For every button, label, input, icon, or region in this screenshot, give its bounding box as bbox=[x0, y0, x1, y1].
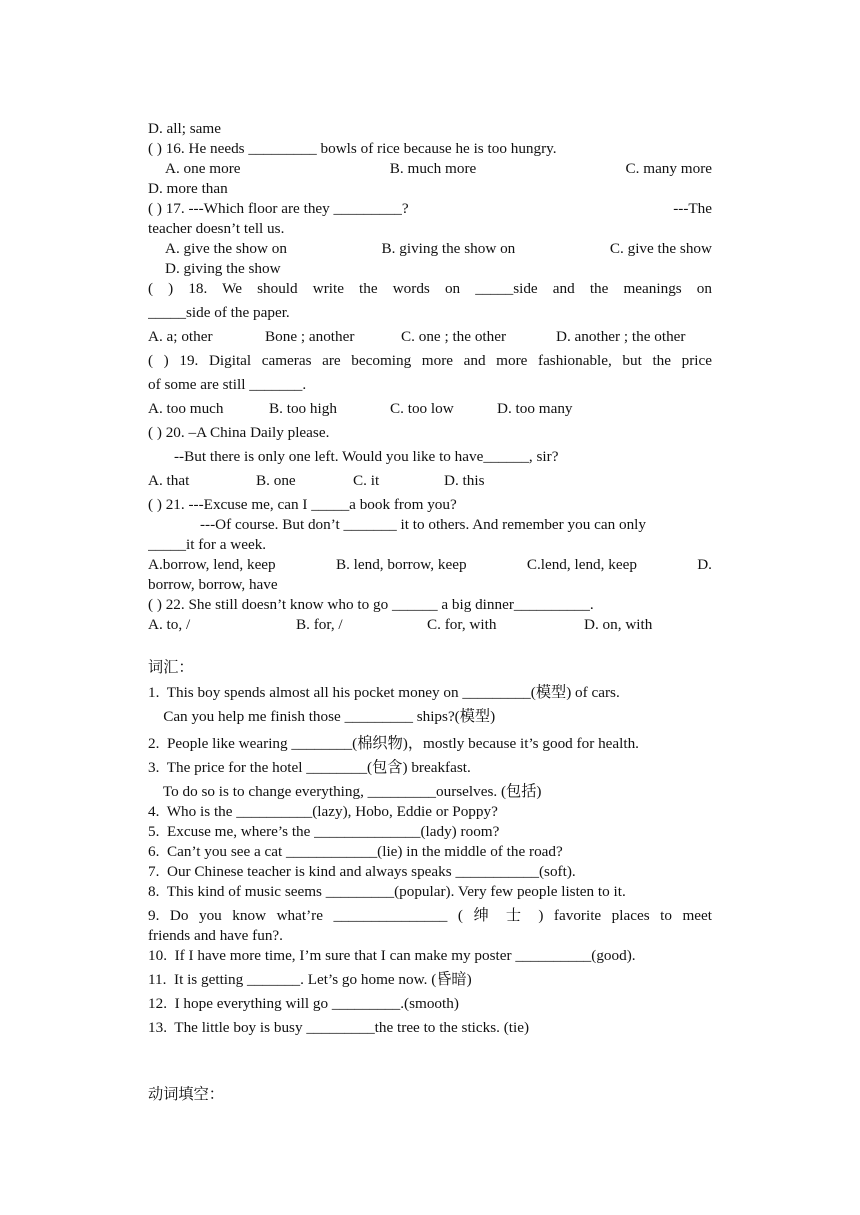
q16-option-b: B. much more bbox=[389, 160, 477, 177]
vocab-item: To do so is to change everything, _________ourselves. (包括) bbox=[148, 783, 542, 800]
q18-option-b: Bone ; another bbox=[265, 328, 355, 345]
vocab-item: Can you help me finish those _________ ships?(模型) bbox=[148, 708, 496, 725]
q17-option-a: A. give the show on bbox=[165, 240, 287, 257]
vocab-heading: 词汇： bbox=[148, 659, 194, 676]
q21-option-d-label: D. bbox=[697, 556, 712, 573]
q16-option-a: A. one more bbox=[165, 160, 241, 177]
q19-option-b: B. too high bbox=[269, 400, 337, 417]
q20-stem: ( ) 20. –A China Daily please. bbox=[148, 424, 330, 441]
q21-stem: ( ) 21. ---Excuse me, can I _____a book from you? bbox=[148, 496, 457, 513]
vocab-item: 5. Excuse me, where’s the ______________(lady) room? bbox=[148, 823, 500, 840]
q22-option-b: B. for, / bbox=[296, 616, 343, 633]
q16-options bbox=[148, 159, 712, 179]
q20-option-d: D. this bbox=[444, 472, 485, 489]
q21-options bbox=[148, 555, 712, 575]
vocab-item: 9. Do you know what’re _______________ ( 绅 士 ) favorite places to meet bbox=[148, 907, 712, 924]
q20-options bbox=[148, 471, 712, 491]
q17-option-d: D. giving the show bbox=[165, 260, 281, 277]
q22-stem: ( ) 22. She still doesn’t know who to go ______ a big dinner__________. bbox=[148, 596, 594, 613]
worksheet-page bbox=[148, 119, 712, 1106]
q18-option-a: A. a; other bbox=[148, 328, 213, 345]
q21-option-d: borrow, borrow, have bbox=[148, 576, 278, 593]
q18-option-d: D. another ; the other bbox=[556, 328, 686, 345]
q17-stem-cont: teacher doesn’t tell us. bbox=[148, 220, 285, 237]
q19-stem: ( ) 19. Digital cameras are becoming more and more fashionable, but the price bbox=[148, 352, 712, 369]
vocab-item: 4. Who is the __________(lazy), Hobo, Eddie or Poppy? bbox=[148, 803, 498, 820]
q20-stem-cont: --But there is only one left. Would you like to have______, sir? bbox=[174, 448, 559, 465]
q21-option-c: C.lend, lend, keep bbox=[526, 556, 637, 573]
q19-options bbox=[148, 399, 712, 419]
q20-option-c: C. it bbox=[353, 472, 380, 489]
q22-option-a: A. to, / bbox=[148, 616, 191, 633]
q18-stem-cont: _____side of the paper. bbox=[148, 304, 290, 321]
vocab-item: 12. I hope everything will go _________.(smooth) bbox=[148, 995, 459, 1012]
vocab-item: 8. This kind of music seems _________(popular). Very few people listen to it. bbox=[148, 883, 626, 900]
vocab-item: 2. People like wearing ________(棉织物)，mostly because it’s good for health. bbox=[148, 735, 639, 752]
q16-option-d: D. more than bbox=[148, 180, 228, 197]
q19-option-a: A. too much bbox=[148, 400, 224, 417]
q19-option-d: D. too many bbox=[497, 400, 573, 417]
q22-option-c: C. for, with bbox=[427, 616, 497, 633]
vocab-item: 3. The price for the hotel ________(包含) breakfast. bbox=[148, 759, 471, 776]
q21-stem-cont: ---Of course. But don’t _______ it to others. And remember you can only bbox=[200, 516, 646, 533]
q21-option-b: B. lend, borrow, keep bbox=[335, 556, 467, 573]
q16-stem: ( ) 16. He needs _________ bowls of rice because he is too hungry. bbox=[148, 140, 557, 157]
q18-stem: ( ) 18. We should write the words on _____side and the meanings on bbox=[148, 280, 712, 297]
vocab-item: 10. If I have more time, I’m sure that I can make my poster __________(good). bbox=[148, 947, 636, 964]
q16-option-c: C. many more bbox=[625, 160, 712, 177]
q17-stem-right: ---The bbox=[673, 200, 712, 217]
q20-option-a: A. that bbox=[148, 472, 190, 489]
q17-option-c: C. give the show bbox=[609, 240, 712, 257]
q20-option-b: B. one bbox=[256, 472, 296, 489]
q17-options bbox=[148, 239, 712, 259]
q21-option-a: A.borrow, lend, keep bbox=[148, 556, 276, 573]
q15-option-d: D. all; same bbox=[148, 120, 221, 137]
vocab-item: 6. Can’t you see a cat ____________(lie) in the middle of the road? bbox=[148, 843, 563, 860]
vocab-item: friends and have fun?. bbox=[148, 927, 283, 944]
q21-stem-cont2: _____it for a week. bbox=[148, 536, 267, 553]
q17-option-b: B. giving the show on bbox=[381, 240, 516, 257]
vocab-item: 13. The little boy is busy _________the tree to the sticks. (tie) bbox=[148, 1019, 530, 1036]
q17-stem-left: ( ) 17. ---Which floor are they _________? bbox=[148, 200, 409, 217]
vocab-item: 7. Our Chinese teacher is kind and always speaks ___________(soft). bbox=[148, 863, 576, 880]
vocab-item: 11. It is getting _______. Let’s go home now. (昏暗) bbox=[148, 971, 472, 988]
q22-options bbox=[148, 615, 712, 635]
q19-option-c: C. too low bbox=[390, 400, 454, 417]
q18-option-c: C. one ; the other bbox=[401, 328, 507, 345]
q17-stem bbox=[148, 199, 712, 219]
q19-stem-cont: of some are still _______. bbox=[148, 376, 307, 393]
q18-options bbox=[148, 327, 712, 347]
vocab-item: 1. This boy spends almost all his pocket money on _________(模型) of cars. bbox=[148, 684, 620, 701]
q22-option-d: D. on, with bbox=[584, 616, 653, 633]
verbs-heading: 动词填空： bbox=[148, 1086, 224, 1103]
